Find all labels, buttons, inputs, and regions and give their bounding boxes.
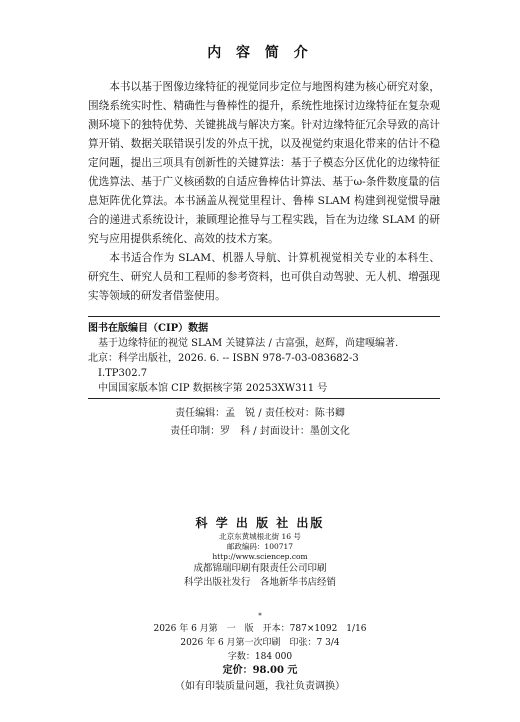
cip-title-line: 基于边缘特征的视觉 SLAM 关键算法 / 古富强，赵辉，尚建嘎编著. [98, 338, 399, 349]
cip-publication-line: 北京：科学出版社，2026. 6. -- ISBN 978-7-03-083682-3 [88, 353, 359, 364]
publisher-name: 科 学 出 版 社 出版 [195, 516, 325, 530]
printer-name: 成都锦瑞印刷有限责任公司印刷 [193, 563, 327, 574]
cip-block [88, 321, 440, 396]
publisher-block [0, 514, 520, 590]
cip-classification: Ⅰ.TP302.7 [98, 368, 148, 379]
printing-sheets: 2026 年 6 月第一次印刷 印张：7 3/4 [180, 638, 340, 648]
staff-credits [0, 405, 520, 441]
publisher-website: http://www.sciencep.com [212, 552, 308, 561]
cip-heading: 图书在版编目（CIP）数据 [88, 323, 209, 334]
separator-star: * [258, 612, 262, 620]
quality-notice: （如有印装质量问题，我社负责调换） [175, 681, 345, 692]
edition-block [0, 622, 520, 696]
cip-top-rule [88, 316, 440, 317]
edition-format: 2026 年 6 月第 一 版 开本：787×1092 1/16 [153, 624, 367, 634]
cip-bottom-rule [88, 398, 440, 399]
price: 定价：98.00 元 [222, 665, 298, 676]
printing-cover-design: 责任印制：罗 科 / 封面设计：墨创文化 [170, 426, 350, 437]
distribution-info: 科学出版社发行 各地新华书店经销 [183, 577, 336, 588]
publisher-postcode: 邮政编码：100717 [226, 542, 294, 551]
editor-proofreader: 责任编辑：孟 锐 / 责任校对：陈书卿 [175, 408, 345, 419]
content-summary [88, 78, 440, 306]
summary-paragraph-2: 本书适合作为 SLAM、机器人导航、计算机视觉相关专业的本科生、研究生、研究人员和工程师的参考资料，也可供自动驾驶、无人机、增强现实等领域的研发者借鉴使用。 [88, 252, 440, 302]
word-count: 字数：184 000 [227, 652, 293, 662]
cip-record-number: 中国国家版本馆 CIP 数据核字第 20253XW311 号 [98, 383, 328, 394]
summary-paragraph-1: 本书以基于图像边缘特征的视觉同步定位与地图构建为核心研究对象，围绕系统实时性、精确性与鲁棒性的提升，系统性地探讨边缘特征在复杂观测环境下的独特优势、关键挑战与解决方案。针对边缘特征冗余导致的高计算开销、数据关联错误引发的外点干扰，以及视觉约束退化带来的估计不稳定问题，提出三项具有创新性的关键算法：基于子模态分区优化的边缘特征优选算法、基于广义核函数的自适应鲁棒估计算法、基于ω-条件数度量的信息矩阵优化算法。本书涵盖从视觉里程计、鲁棒 SLAM 构建到视觉惯导融合的递进式系统设计，兼顾理论推导与工程实践，旨在为边缘 SLAM 的研究与应用提供系统化、高效的技术方案。 [88, 81, 440, 245]
publisher-address: 北京东黄城根北街 16 号 [219, 532, 301, 541]
page-title: 内 容 简 介 [207, 45, 313, 61]
